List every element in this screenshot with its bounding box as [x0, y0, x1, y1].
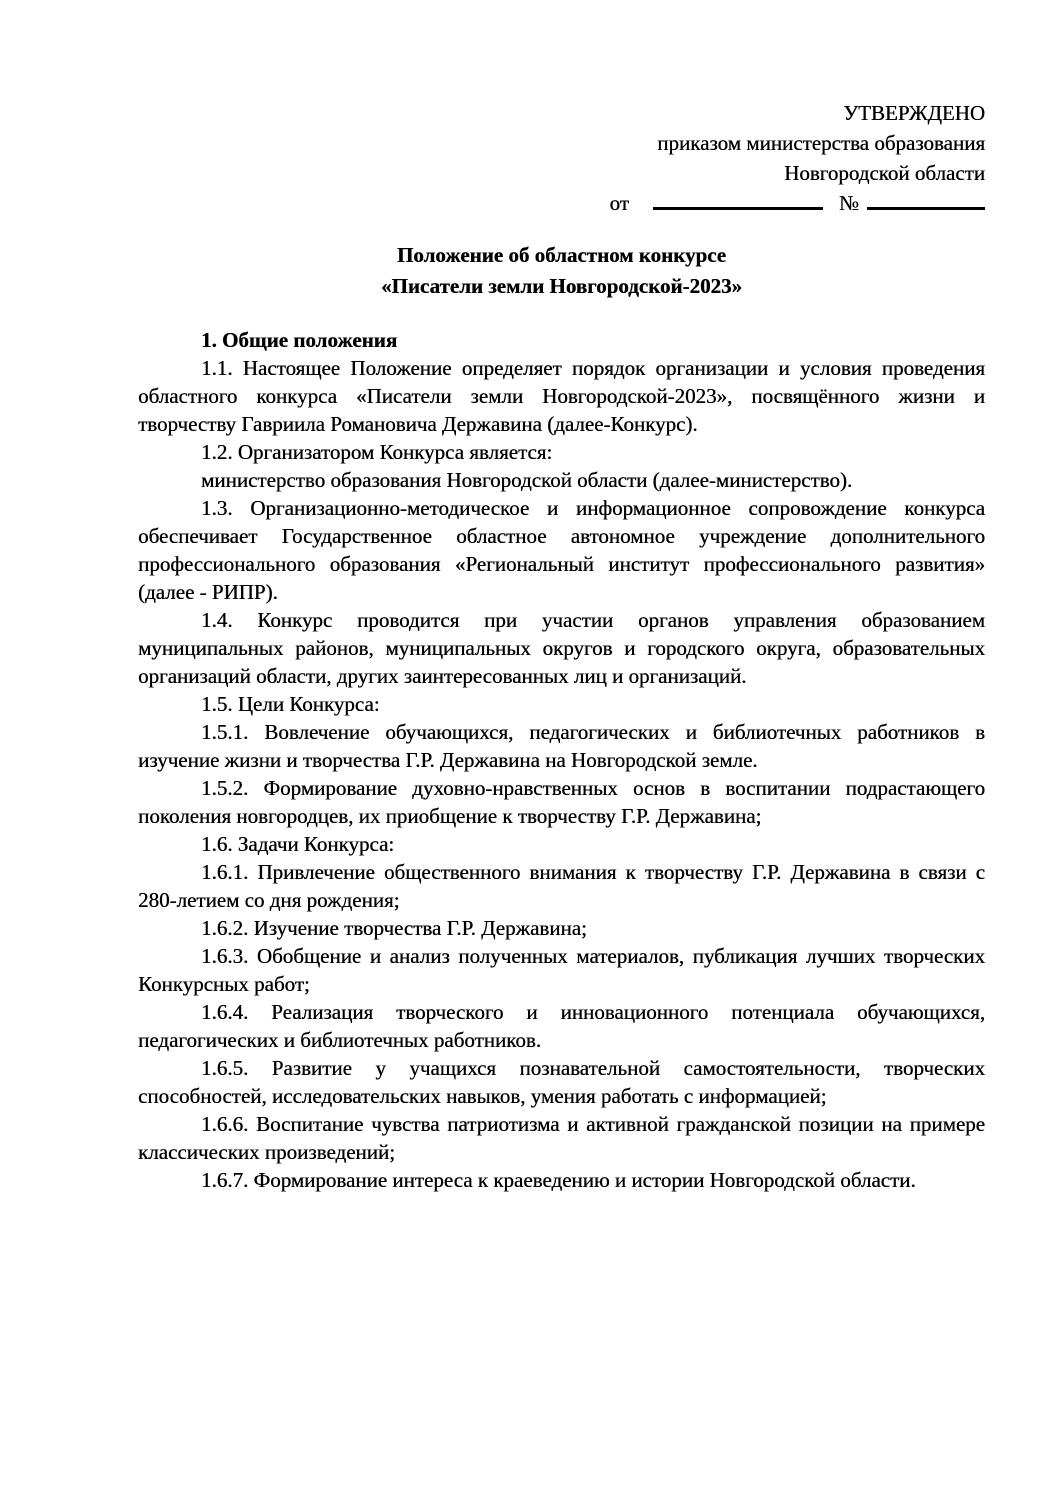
paragraph-1-5: 1.5. Цели Конкурса:	[201, 692, 380, 716]
document-title	[138, 240, 985, 302]
number-underline	[867, 191, 985, 210]
approval-stamp-label: УТВЕРЖДЕНО	[843, 101, 985, 125]
number-label: №	[838, 191, 859, 215]
paragraph-1-3: 1.3. Организационно-методическое и информационное сопровождение конкурса обеспечивает Государственное областное автономное учреждение дополнительного профессионального образования «Региональный институт профессионального развития» (далее - РИПР).	[138, 496, 985, 604]
paragraph-1-6: 1.6. Задачи Конкурса:	[201, 832, 395, 856]
document-title-line-2: «Писатели земли Новгородской-2023»	[380, 274, 743, 298]
date-label: от	[609, 191, 629, 215]
paragraph-1-5-2: 1.5.2. Формирование духовно-нравственных основ в воспитании подрастающего поколения новгородцев, их приобщение к творчеству Г.Р. Державина;	[138, 776, 985, 828]
approval-block	[138, 98, 985, 218]
paragraph-1-6-7: 1.6.7. Формирование интереса к краеведению и истории Новгородской области.	[201, 1168, 916, 1192]
paragraph-1-2-ministry: министерство образования Новгородской области (далее-министерство).	[201, 468, 853, 492]
date-underline	[653, 191, 823, 210]
paragraph-1-2-intro: 1.2. Организатором Конкурса является:	[201, 440, 553, 464]
paragraph-1-5-1: 1.5.1. Вовлечение обучающихся, педагогических и библиотечных работников в изучение жизни и творчества Г.Р. Державина на Новгородской земле.	[138, 720, 985, 772]
paragraph-1-1: 1.1. Настоящее Положение определяет порядок организации и условия проведения областного конкурса «Писатели земли Новгородской-2023», посвящённого жизни и творчеству Гавриила Романовича Державина (далее-Конкурс).	[138, 356, 985, 436]
approval-order-line: приказом министерства образования	[657, 131, 985, 155]
paragraph-1-6-6: 1.6.6. Воспитание чувства патриотизма и активной гражданской позиции на примере классических произведений;	[138, 1112, 985, 1164]
paragraph-1-6-3: 1.6.3. Обобщение и анализ полученных материалов, публикация лучших творческих Конкурсных работ;	[138, 944, 985, 996]
section-1-heading: 1. Общие положения	[201, 328, 398, 352]
approval-date-number-line	[138, 188, 985, 218]
paragraph-1-6-1: 1.6.1. Привлечение общественного внимания к творчеству Г.Р. Державина в связи с 280-летием со дня рождения;	[138, 860, 985, 912]
paragraph-1-4: 1.4. Конкурс проводится при участии органов управления образованием муниципальных районов, муниципальных округов и городского округа, образовательных организаций области, других заинтересованных лиц и организаций.	[138, 608, 985, 688]
document-title-line-1: Положение об областном конкурсе	[396, 243, 727, 267]
paragraph-1-6-4: 1.6.4. Реализация творческого и инновационного потенциала обучающихся, педагогических и библиотечных работников.	[138, 1000, 985, 1052]
paragraph-1-6-2: 1.6.2. Изучение творчества Г.Р. Державина;	[201, 916, 587, 940]
paragraph-1-6-5: 1.6.5. Развитие у учащихся познавательной самостоятельности, творческих способностей, исследовательских навыков, умения работать с информацией;	[138, 1056, 985, 1108]
approval-region-line: Новгородской области	[784, 161, 985, 185]
